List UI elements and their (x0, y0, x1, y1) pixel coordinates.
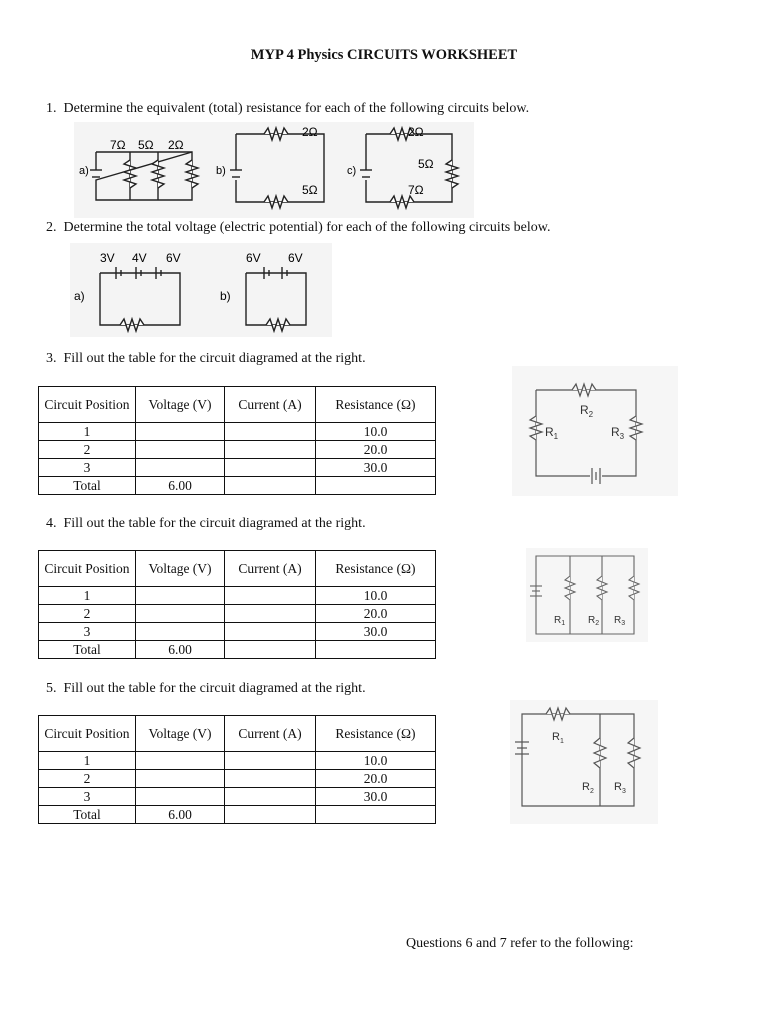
cell-resistance: 20.0 (316, 770, 436, 788)
cell-position: Total (39, 806, 136, 824)
cell-resistance: 30.0 (316, 623, 436, 641)
cell-position: 3 (39, 788, 136, 806)
cell-resistance[interactable] (316, 806, 436, 824)
cell-current[interactable] (225, 641, 316, 659)
cell-voltage[interactable] (136, 770, 225, 788)
q1-b-bottom: 5Ω (302, 183, 318, 197)
header-current: Current (A) (225, 551, 316, 587)
cell-current[interactable] (225, 423, 316, 441)
cell-resistance: 10.0 (316, 752, 436, 770)
question-1-number: 1. (46, 101, 57, 116)
header-resistance: Resistance (Ω) (316, 551, 436, 587)
table-row (39, 423, 436, 441)
cell-current[interactable] (225, 587, 316, 605)
q3-circuit-diagram (512, 366, 678, 496)
header-position: Circuit Position (39, 716, 136, 752)
cell-voltage: 6.00 (136, 477, 225, 495)
question-2-number: 2. (46, 220, 57, 235)
cell-position: 3 (39, 623, 136, 641)
cell-voltage: 6.00 (136, 641, 225, 659)
cell-resistance: 30.0 (316, 788, 436, 806)
cell-voltage[interactable] (136, 605, 225, 623)
cell-current[interactable] (225, 623, 316, 641)
cell-current[interactable] (225, 752, 316, 770)
cell-voltage[interactable] (136, 623, 225, 641)
q2-b-v1: 6V (246, 251, 261, 265)
table-header-row (39, 716, 436, 752)
cell-resistance: 20.0 (316, 441, 436, 459)
question-4-text: Fill out the table for the circuit diagramed at the right. (63, 516, 366, 531)
table-row (39, 441, 436, 459)
table-row (39, 459, 436, 477)
question-1 (46, 101, 529, 117)
cell-position: 1 (39, 587, 136, 605)
q1-c-top: 2Ω (408, 125, 424, 139)
q4-r2-label: $R_2$ (588, 615, 600, 627)
cell-resistance[interactable] (316, 641, 436, 659)
cell-voltage[interactable] (136, 752, 225, 770)
header-voltage: Voltage (V) (136, 716, 225, 752)
table-row (39, 806, 436, 824)
footer-text: Questions 6 and 7 refer to the following: (406, 936, 634, 951)
header-position: Circuit Position (39, 551, 136, 587)
q1-a-label: a) (79, 165, 89, 177)
table-header-row (39, 551, 436, 587)
header-resistance: Resistance (Ω) (316, 387, 436, 423)
cell-position: 2 (39, 770, 136, 788)
cell-voltage: 6.00 (136, 806, 225, 824)
cell-voltage[interactable] (136, 423, 225, 441)
q1-circuits-diagram (74, 122, 474, 218)
q5-circuit-diagram (510, 700, 658, 824)
q2-a-v3: 6V (166, 251, 181, 265)
table-row (39, 752, 436, 770)
header-voltage: Voltage (V) (136, 551, 225, 587)
table-row (39, 605, 436, 623)
q4-r1-label: $R_1$ (554, 615, 566, 627)
q3-r3-label: $R_3$ (611, 425, 625, 441)
q2-a-v1: 3V (100, 251, 115, 265)
question-5-text: Fill out the table for the circuit diagramed at the right. (63, 681, 366, 696)
cell-position: 3 (39, 459, 136, 477)
page-title: MYP 4 Physics CIRCUITS WORKSHEET (250, 47, 518, 63)
q1-b-label: b) (216, 165, 226, 177)
cell-position: 1 (39, 752, 136, 770)
q2-b-v2: 6V (288, 251, 303, 265)
cell-current[interactable] (225, 441, 316, 459)
cell-current[interactable] (225, 605, 316, 623)
question-4-number: 4. (46, 516, 57, 531)
q2-a-label: a) (74, 289, 85, 303)
q1-c-bottom: 7Ω (408, 183, 424, 197)
q1-a-r3: 2Ω (168, 138, 184, 152)
header-voltage: Voltage (V) (136, 387, 225, 423)
q2-circuits-diagram (70, 243, 332, 337)
cell-voltage[interactable] (136, 587, 225, 605)
cell-voltage[interactable] (136, 788, 225, 806)
table-row (39, 477, 436, 495)
q1-a-r1: 7Ω (110, 138, 126, 152)
q5-r2-label: $R_2$ (582, 781, 594, 795)
table-header-row (39, 387, 436, 423)
header-position: Circuit Position (39, 387, 136, 423)
cell-resistance: 10.0 (316, 423, 436, 441)
cell-current[interactable] (225, 770, 316, 788)
cell-position: Total (39, 477, 136, 495)
table-row (39, 623, 436, 641)
cell-current[interactable] (225, 477, 316, 495)
q1-a-r2: 5Ω (138, 138, 154, 152)
q4-circuit-diagram (526, 548, 648, 642)
question-2 (46, 220, 550, 236)
cell-current[interactable] (225, 459, 316, 477)
question-4 (46, 516, 366, 532)
table-row (39, 641, 436, 659)
table-row (39, 770, 436, 788)
q2-b-label: b) (220, 289, 231, 303)
cell-resistance[interactable] (316, 477, 436, 495)
question-3-number: 3. (46, 351, 57, 366)
cell-current[interactable] (225, 788, 316, 806)
header-current: Current (A) (225, 387, 316, 423)
cell-position: 1 (39, 423, 136, 441)
cell-position: Total (39, 641, 136, 659)
question-3-text: Fill out the table for the circuit diagramed at the right. (63, 351, 366, 366)
question-5 (46, 681, 366, 697)
cell-position: 2 (39, 605, 136, 623)
q3-r2-label: $R_2$ (580, 403, 594, 419)
question-3 (46, 351, 366, 367)
cell-voltage[interactable] (136, 459, 225, 477)
q5-table (38, 715, 436, 824)
table-row (39, 788, 436, 806)
header-current: Current (A) (225, 716, 316, 752)
header-resistance: Resistance (Ω) (316, 716, 436, 752)
q3-r1-label: $R_1$ (545, 425, 559, 441)
question-5-number: 5. (46, 681, 57, 696)
cell-voltage[interactable] (136, 441, 225, 459)
cell-resistance: 10.0 (316, 587, 436, 605)
table-row (39, 587, 436, 605)
q5-r1-label: $R_1$ (552, 731, 564, 745)
q1-c-middle: 5Ω (418, 157, 434, 171)
question-1-text: Determine the equivalent (total) resistance for each of the following circuits below. (63, 101, 530, 116)
q5-r3-label: $R_3$ (614, 781, 626, 795)
q4-r3-label: $R_3$ (614, 615, 626, 627)
q3-table (38, 386, 436, 495)
question-2-text: Determine the total voltage (electric potential) for each of the following circuits below. (63, 220, 551, 235)
q1-c-label: c) (347, 165, 357, 177)
cell-resistance: 30.0 (316, 459, 436, 477)
cell-current[interactable] (225, 806, 316, 824)
q2-a-v2: 4V (132, 251, 147, 265)
cell-resistance: 20.0 (316, 605, 436, 623)
q1-b-top: 2Ω (302, 125, 318, 139)
cell-position: 2 (39, 441, 136, 459)
q4-table (38, 550, 436, 659)
